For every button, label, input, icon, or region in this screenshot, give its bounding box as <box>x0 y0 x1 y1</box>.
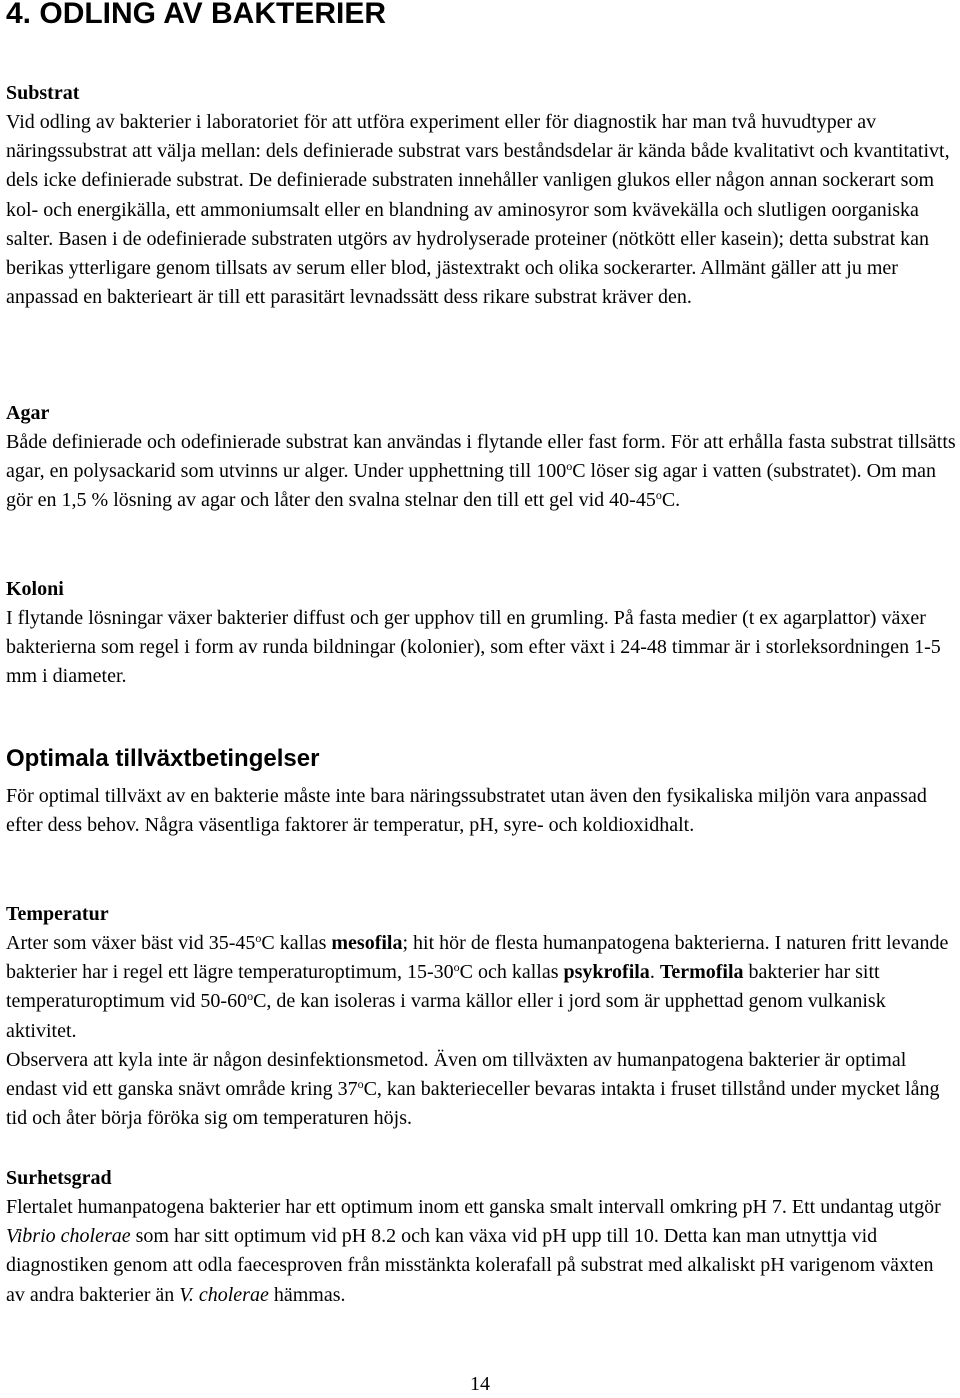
temperatur-text-part: Arter som växer bäst vid 35-45 <box>6 932 256 954</box>
temperatur-text-part: Observera att kyla inte är någon desinfektionsmetod. Även om tillväxten av humanpatogena bakterier är optimal endast vid ett ganska snävt område kring 37 <box>6 1048 907 1101</box>
optimala-heading: Optimala tillväxtbetingelser <box>6 745 320 772</box>
degree-sup: o <box>357 1077 364 1092</box>
agar-text <box>6 428 956 516</box>
degree-sup: o <box>655 488 662 503</box>
term-psykrofila: psykrofila <box>563 961 650 984</box>
degree-sup: o <box>247 989 254 1004</box>
temperatur-heading: Temperatur <box>6 903 109 925</box>
degree-sup: o <box>566 459 573 474</box>
substrat-text: Vid odling av bakterier i laboratoriet för att utföra experiment eller för diagnostik har man två huvudtyper av näringssubstrat att välja mellan: dels definierade substrat vars beståndsdelar är kända både kvalitativt och kvantitativt, dels icke definierade substrat. De definierade substraten innehåller vanligen glukos eller någon annan sockerart som kol- och energikälla, ett ammoniumsalt eller en blandning av aminosyror som kvävekälla och slutligen oorganiska salter. Basen i de odefinierade substraten utgörs av hydrolyserade proteiner (nötkött eller kasein); detta substrat kan berikas ytterligare genom tillsats av serum eller blod, jästextrakt och olika sockerarter. Allmänt gäller att ju mer anpassad en bakterieart är till ett parasitärt levnadssätt dess rikare substrat kräver den. <box>6 111 950 309</box>
temperatur-text-part: C, kan bakterieceller bevaras intakta i fruset tillstånd under mycket lång tid och åter börja föröka sig om temperaturen höjs. <box>6 1078 940 1130</box>
agar-heading: Agar <box>6 402 50 424</box>
section-agar <box>6 398 956 516</box>
section-temperatur <box>6 899 956 1133</box>
temperatur-text-2 <box>6 1046 956 1134</box>
surhetsgrad-text-part: som har sitt optimum vid pH 8.2 och kan växa vid pH upp till 10. Detta kan man utnyttja vid diagnostiken genom att odla faecesproven från misstänkta kolerafall på substrat med alkaliskt pH varigenom växten av andra bakterier än <box>6 1225 934 1306</box>
koloni-text: I flytande lösningar växer bakterier diffust och ger upphov till en grumling. På fasta medier (t ex agarplattor) växer bakterierna som regel i form av runda bildningar (kolonier), som efter växt i 24-48 timmar är i storleksordningen 1-5 mm i diameter. <box>6 607 941 688</box>
agar-text-part: Både definierade och odefinierade substrat kan användas i flytande eller fast form. För att erhålla fasta substrat tillsätts agar, en polysackarid som utvinns ur alger. Under upphettning till 100 <box>6 431 956 483</box>
page-number: 14 <box>470 1373 490 1395</box>
species-name: Vibrio cholerae <box>6 1225 131 1248</box>
surhetsgrad-text-part: Flertalet humanpatogena bakterier har ett optimum inom ett ganska smalt intervall omkring pH 7. Ett undantag utgör <box>6 1196 941 1218</box>
temperatur-text-part: C och kallas <box>459 961 564 984</box>
section-surhetsgrad <box>6 1163 956 1310</box>
species-name: V. cholerae <box>179 1283 269 1306</box>
temperatur-text <box>6 929 956 1046</box>
agar-text-part: C. <box>661 489 681 512</box>
temperatur-text-part: C, de kan isoleras i varma källor eller i jord som är upphettad genom vulkanisk aktivitet. <box>6 990 886 1042</box>
degree-sup: o <box>453 960 460 975</box>
agar-text-part: C löser sig agar i vatten (substratet). Om man gör en 1,5 % lösning av agar och låter den svalna stelnar den till ett gel vid 40-45 <box>6 460 937 512</box>
term-termofila: Termofila <box>659 961 744 984</box>
temperatur-text-part: ; hit hör de flesta humanpatogena bakterierna. I naturen fritt levande bakterier har i regel ett lägre temperaturoptimum, 15-30 <box>6 932 949 984</box>
surhetsgrad-text-part: hämmas. <box>268 1283 346 1306</box>
surhetsgrad-text <box>6 1193 956 1310</box>
term-mesofila: mesofila <box>331 932 403 954</box>
temperatur-text-part: C kallas <box>261 932 332 954</box>
substrat-heading: Substrat <box>6 82 80 104</box>
section-substrat <box>6 78 956 312</box>
page-title: 4. ODLING AV BAKTERIER <box>6 0 387 30</box>
section-optimala <box>6 782 956 840</box>
degree-sup: o <box>255 931 262 945</box>
optimala-text: För optimal tillväxt av en bakterie måste inte bara näringssubstratet utan även den fysikaliska miljön vara anpassad efter dess behov. Några väsentliga faktorer är temperatur, pH, syre- och koldioxidhalt. <box>6 785 927 837</box>
surhetsgrad-heading: Surhetsgrad <box>6 1167 112 1189</box>
section-koloni <box>6 574 956 692</box>
temperatur-text-part: bakterier har sitt temperaturoptimum vid 50-60 <box>6 961 880 1013</box>
koloni-heading: Koloni <box>6 578 64 600</box>
temperatur-text-part: . <box>649 961 660 984</box>
